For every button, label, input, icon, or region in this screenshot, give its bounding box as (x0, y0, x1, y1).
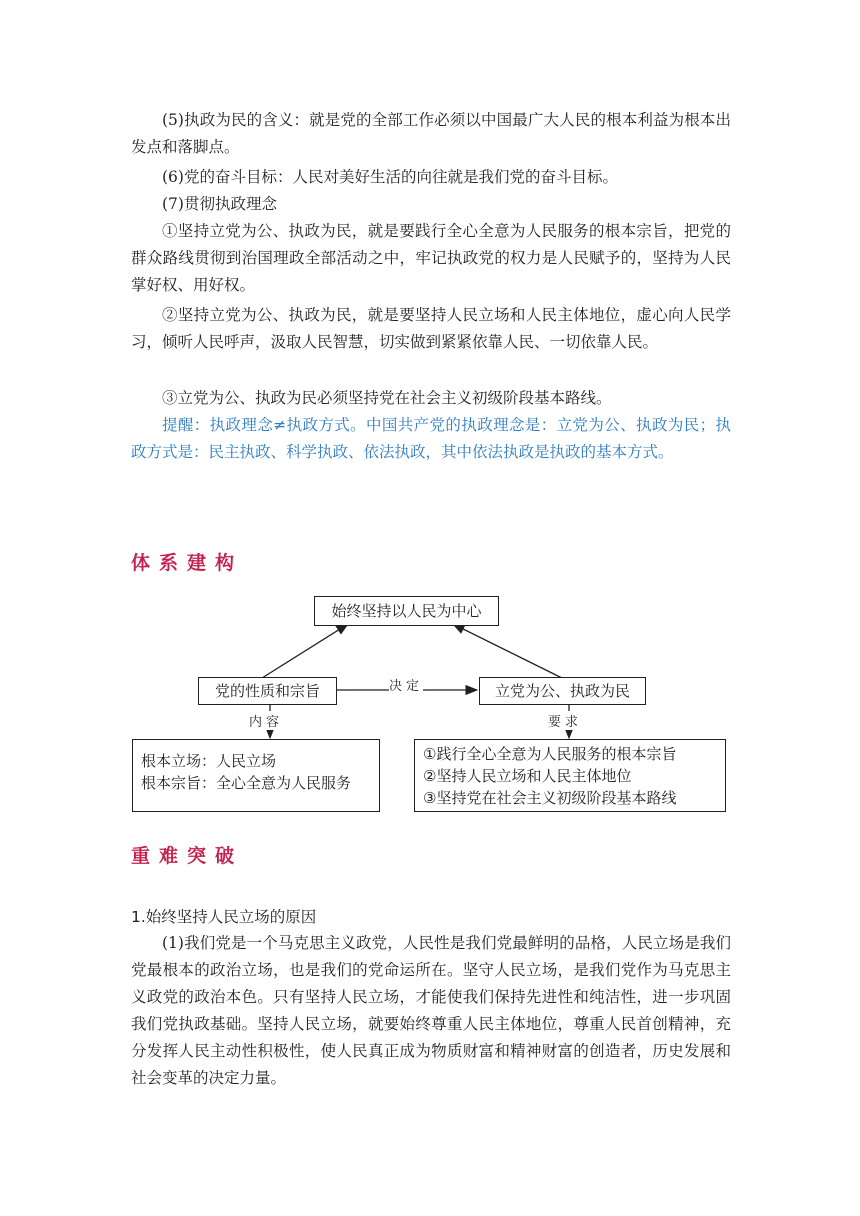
concept-item-3: ③立党为公、执政为民必须坚持党在社会主义初级阶段基本路线。 (162, 389, 612, 407)
reminder-note: 提醒：执政理念≠执政方式。中国共产党的执政理念是：立党为公、执政为民；执政方式是：民主执政、科学执政、依法执政，其中依法执政是执政的基本方式。 (131, 416, 731, 461)
section-title-key-points: 重难突破 (131, 845, 244, 867)
arrow-left-to-top (262, 624, 348, 678)
list-item: 根本宗旨：全心全意为人民服务 (141, 774, 352, 792)
arrow-right-to-top (453, 624, 562, 678)
list-item: ③坚持党在社会主义初级阶段基本路线 (423, 789, 677, 807)
list-item: ①践行全心全意为人民服务的根本宗旨 (423, 745, 677, 763)
label-requirement: 要求 (548, 711, 582, 730)
label-content: 内容 (249, 711, 283, 730)
box-party-nature: 党的性质和宗旨 (198, 677, 337, 705)
box-requirement-list (414, 739, 726, 812)
key-point-paragraph-1: (1)我们党是一个马克思主义政党，人民性是我们党最鲜明的品格，人民立场是我们党最根本的政治立场，也是我们的党命运所在。坚守人民立场，是我们党作为马克思主义政党的政治本色。只有坚持人民立场，才能使我们保持先进性和纯洁性，进一步巩固我们党执政基础。坚持人民立场，就要始终尊重人民主体地位，尊重人民首创精神，充分发挥人民主动性积极性，使人民真正成为物质财富和精神财富的创造者，历史发展和社会变革的决定力量。 (131, 934, 731, 1087)
paragraph-5: (5)执政为民的含义：就是党的全部工作必须以中国最广大人民的根本利益为根本出发点和落脚点。 (131, 111, 731, 156)
list-item: ②坚持人民立场和人民主体地位 (423, 767, 632, 785)
concept-item-2: ②坚持立党为公、执政为民，就是要坚持人民立场和人民主体地位，虚心向人民学习，倾听人民呼声，汲取人民智慧，切实做到紧紧依靠人民、一切依靠人民。 (131, 306, 731, 351)
list-item: 根本立场：人民立场 (141, 752, 277, 770)
paragraph-7: (7)贯彻执政理念 (162, 195, 277, 213)
box-content-list (132, 739, 380, 812)
box-people-centered: 始终坚持以人民为中心 (314, 596, 499, 626)
section-title-system: 体系建构 (131, 552, 244, 574)
concept-item-1: ①坚持立党为公、执政为民，就是要践行全心全意为人民服务的根本宗旨，把党的群众路线贯彻到治国理政全部活动之中，牢记执政党的权力是人民赋予的，坚持为人民掌好权、用好权。 (131, 222, 731, 294)
box-governing-concept: 立党为公、执政为民 (479, 677, 646, 705)
key-point-heading: 1.始终坚持人民立场的原因 (131, 908, 317, 926)
label-decides: 决定 (389, 675, 423, 694)
paragraph-6: (6)党的奋斗目标：人民对美好生活的向往就是我们党的奋斗目标。 (162, 168, 618, 186)
